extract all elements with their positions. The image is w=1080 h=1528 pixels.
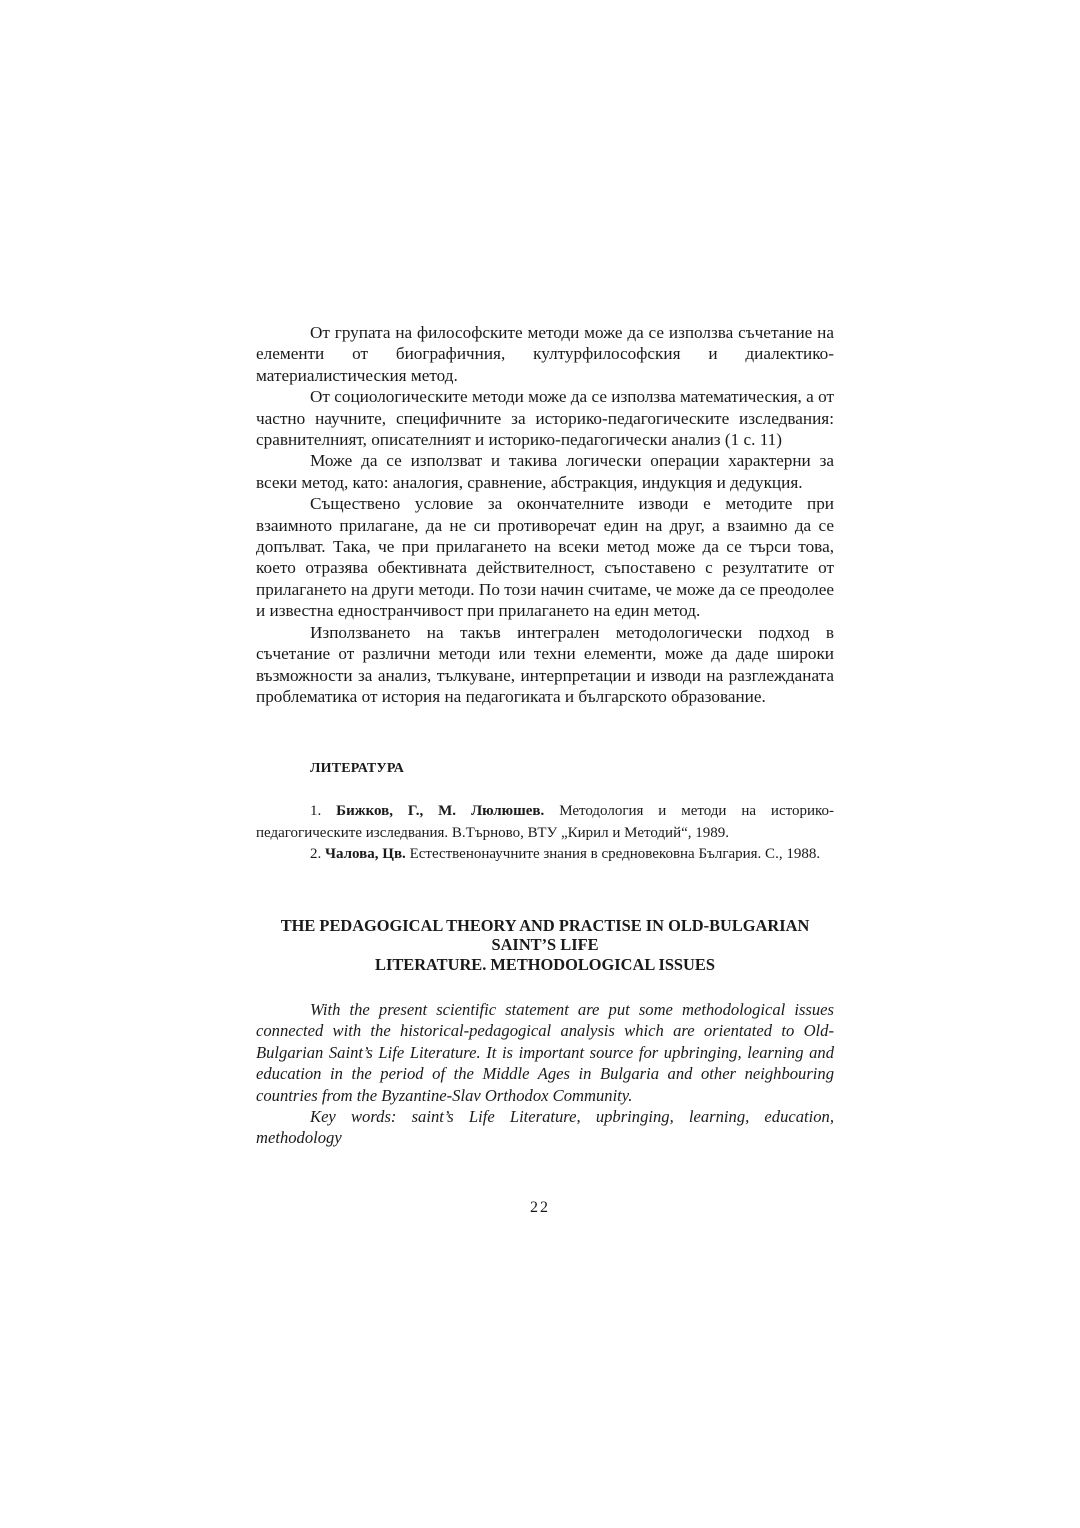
references-heading: ЛИТЕРАТУРА [310,761,405,777]
english-title [256,916,834,975]
paragraph-philosophical-methods: От групата на философските методи може да се използва съчетание на елементи от биографичния, културфилософския и диалектико-материалистическия метод. [256,323,834,385]
reference-item [256,801,834,844]
reference-text: Методология и методи на историко-педагогическите изследвания. В.Търново, ВТУ „Кирил и Методий“, 1989. [256,803,835,841]
reference-text: Естественонаучните знания в средновековна България. С., 1988. [409,846,821,863]
abstract-keywords: Key words: saint’s Life Literature, upbringing, learning, education, methodology [256,1106,834,1148]
reference-authors: Бижков, Г., М. Люлюшев. [336,803,545,820]
references-list [256,801,834,865]
english-title-line: LITERATURE. METHODOLOGICAL ISSUES [375,955,715,975]
body-text [256,322,834,707]
english-title-line: THE PEDAGOGICAL THEORY AND PRACTISE IN OLD-BULGARIAN [280,915,810,935]
paragraph-sociological-methods: От социологическите методи може да се използва математическия, а от частно научните, специфичните за историко-педагогическите изследвания: сравнителният, описателният и историко-педагогически анализ (1 с. 11) [256,387,834,450]
reference-authors: Чалова, Цв. [325,846,406,863]
paragraph-integral-approach: Използването на такъв интегрален методологически подход в съчетание от различни методи или техни елементи, може да даде широки възможности за анализ, тълкуване, интерпретации и изводи на разглежданата проблематика от история на педагогиката и българското образование. [256,622,834,706]
page-content [256,322,834,1149]
reference-number: 1. [310,803,322,820]
english-abstract [256,999,834,1149]
english-title-line: SAINT’S LIFE [491,935,599,955]
reference-number: 2. [310,846,322,863]
abstract-text: With the present scientific statement are put some methodological issues connected with the historical-pedagogical analysis which are orientated to Old-Bulgarian Saint’s Life Literature. It is important source for upbringing, learning and education in the period of the Middle Ages in Bulgaria and other neighbouring countries from the Byzantine-Slav Orthodox Community. [256,999,834,1105]
paragraph-logical-operations: Може да се използват и такива логически операции характерни за всеки метод, като: аналогия, сравнение, абстракция, индукция и дедукция. [256,451,834,492]
paragraph-essential-condition: Съществено условие за окончателните изводи е методите при взаимното прилагане, да не си противоречат един на друг, а взаимно да се допълват. Така, че при прилагането на всеки метод може да се търси това, което отразява обективната действителност, съпоставено с резултатите от прилагането на други методи. По този начин считаме, че може да се преодолее и известна едностранчивост при прилагането на един метод. [256,494,834,621]
page-number: 22 [530,1199,550,1216]
reference-item [256,844,834,865]
